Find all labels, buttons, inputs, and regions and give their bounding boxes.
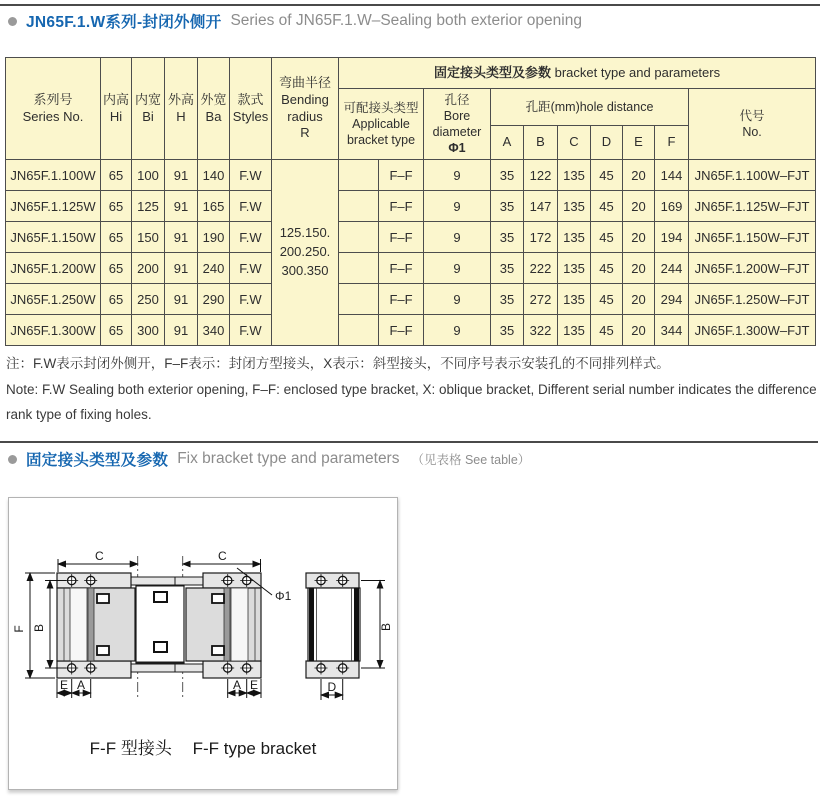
cell-series: JN65F.1.200W xyxy=(6,253,101,284)
cell-f: 294 xyxy=(655,284,689,315)
cell-a: 35 xyxy=(491,284,524,315)
cell-hi: 65 xyxy=(101,222,132,253)
cell-code: JN65F.1.300W–FJT xyxy=(689,315,816,346)
bullet-icon xyxy=(8,17,17,26)
cell-hi: 65 xyxy=(101,284,132,315)
cell-d: 45 xyxy=(591,222,623,253)
col-header-styles: 款式 Styles xyxy=(230,58,272,160)
cell-h: 91 xyxy=(165,284,198,315)
cell-style: F.W xyxy=(230,222,272,253)
cell-bi: 300 xyxy=(132,315,165,346)
cell-bracket-blank xyxy=(339,160,379,191)
table-row xyxy=(6,284,816,315)
cell-d: 45 xyxy=(591,160,623,191)
cell-bracket-type: F–F xyxy=(379,284,424,315)
cell-series: JN65F.1.150W xyxy=(6,222,101,253)
table-row xyxy=(6,160,816,191)
cell-bore: 9 xyxy=(424,222,491,253)
cell-bracket-type: F–F xyxy=(379,315,424,346)
section2-header xyxy=(8,448,530,470)
cell-ba: 140 xyxy=(198,160,230,191)
table-row xyxy=(6,253,816,284)
cell-bore: 9 xyxy=(424,191,491,222)
cell-bore: 9 xyxy=(424,253,491,284)
col-header-d: D xyxy=(591,126,623,160)
note-line-zh: 注：F.W表示封闭外侧开，F–F表示：封闭方型接头，X表示：斜型接头，不同序号表示安装孔的不同排列样式。 xyxy=(6,356,670,371)
section1-header xyxy=(8,10,582,32)
dim-label-phi1: Φ1 xyxy=(275,589,292,603)
dim-label-d: D xyxy=(327,680,337,694)
cell-bore: 9 xyxy=(424,284,491,315)
cell-code: JN65F.1.100W–FJT xyxy=(689,160,816,191)
cell-ba: 240 xyxy=(198,253,230,284)
cell-b: 122 xyxy=(524,160,558,191)
cell-e: 20 xyxy=(623,253,655,284)
cell-b: 222 xyxy=(524,253,558,284)
cell-h: 91 xyxy=(165,160,198,191)
col-header-a: A xyxy=(491,126,524,160)
cell-bracket-blank xyxy=(339,222,379,253)
cell-ba: 340 xyxy=(198,315,230,346)
cell-b: 322 xyxy=(524,315,558,346)
cell-bracket-type: F–F xyxy=(379,222,424,253)
cell-hi: 65 xyxy=(101,315,132,346)
cell-h: 91 xyxy=(165,315,198,346)
cell-h: 91 xyxy=(165,222,198,253)
cell-a: 35 xyxy=(491,253,524,284)
cell-series: JN65F.1.300W xyxy=(6,315,101,346)
col-header-b: B xyxy=(524,126,558,160)
cell-ba: 290 xyxy=(198,284,230,315)
section-divider xyxy=(0,441,818,443)
cell-style: F.W xyxy=(230,315,272,346)
cell-ba: 165 xyxy=(198,191,230,222)
table-row xyxy=(6,222,816,253)
section2-title-en: Fix bracket type and parameters xyxy=(177,450,400,467)
spec-table xyxy=(5,57,816,346)
cell-hi: 65 xyxy=(101,191,132,222)
col-header-bore-diameter: 孔径 Bore diameter Φ1 xyxy=(424,89,491,160)
cell-f: 344 xyxy=(655,315,689,346)
cell-c: 135 xyxy=(558,315,591,346)
dim-label-b-right: B xyxy=(379,622,393,632)
cell-code: JN65F.1.200W–FJT xyxy=(689,253,816,284)
cell-style: F.W xyxy=(230,191,272,222)
cell-bore: 9 xyxy=(424,160,491,191)
dim-label-a-right: A xyxy=(232,678,242,692)
dim-label-c-left: C xyxy=(95,549,104,563)
dim-label-a-left: A xyxy=(76,678,86,692)
cell-d: 45 xyxy=(591,253,623,284)
dim-label-e-left: E xyxy=(59,678,69,692)
cell-ba: 190 xyxy=(198,222,230,253)
cell-e: 20 xyxy=(623,284,655,315)
cell-hi: 65 xyxy=(101,160,132,191)
cell-bi: 200 xyxy=(132,253,165,284)
cell-a: 35 xyxy=(491,191,524,222)
cell-bi: 250 xyxy=(132,284,165,315)
cell-e: 20 xyxy=(623,160,655,191)
cell-bending-radius: 125.150. 200.250. 300.350 xyxy=(272,160,339,346)
cell-bracket-blank xyxy=(339,315,379,346)
see-table-hint: （见表格 See table） xyxy=(411,453,531,467)
cell-d: 45 xyxy=(591,315,623,346)
col-header-bi: 内宽 Bi xyxy=(132,58,165,160)
cell-d: 45 xyxy=(591,284,623,315)
cell-c: 135 xyxy=(558,222,591,253)
cell-bracket-type: F–F xyxy=(379,160,424,191)
cell-code: JN65F.1.125W–FJT xyxy=(689,191,816,222)
table-row xyxy=(6,315,816,346)
bracket-technical-drawing xyxy=(9,498,397,730)
cell-e: 20 xyxy=(623,222,655,253)
cell-series: JN65F.1.125W xyxy=(6,191,101,222)
section1-title-en: Series of JN65F.1.W–Sealing both exterior opening xyxy=(230,12,582,29)
caption-zh: F-F 型接头 xyxy=(89,739,172,758)
cell-bracket-type: F–F xyxy=(379,253,424,284)
caption-en: F-F type bracket xyxy=(192,739,317,758)
cell-b: 272 xyxy=(524,284,558,315)
cell-c: 135 xyxy=(558,191,591,222)
cell-bi: 100 xyxy=(132,160,165,191)
cell-code: JN65F.1.150W–FJT xyxy=(689,222,816,253)
cell-d: 45 xyxy=(591,191,623,222)
cell-f: 169 xyxy=(655,191,689,222)
cell-style: F.W xyxy=(230,253,272,284)
cell-bore: 9 xyxy=(424,315,491,346)
cell-bi: 150 xyxy=(132,222,165,253)
col-header-ba: 外宽 Ba xyxy=(198,58,230,160)
table-notes xyxy=(6,351,818,428)
col-header-bending-radius: 弯曲半径 Bending radius R xyxy=(272,58,339,160)
dim-label-c-right: C xyxy=(218,549,227,563)
cell-bracket-type: F–F xyxy=(379,191,424,222)
cell-series: JN65F.1.250W xyxy=(6,284,101,315)
cell-a: 35 xyxy=(491,315,524,346)
cell-c: 135 xyxy=(558,284,591,315)
cell-series: JN65F.1.100W xyxy=(6,160,101,191)
cell-b: 172 xyxy=(524,222,558,253)
dim-label-f: F xyxy=(12,625,26,633)
bullet-icon xyxy=(8,455,17,464)
cell-bracket-blank xyxy=(339,253,379,284)
cell-f: 194 xyxy=(655,222,689,253)
cell-e: 20 xyxy=(623,315,655,346)
note-line-en: Note: F.W Sealing both exterior opening, F–F: enclosed type bracket, X: oblique bracket, Different serial number indicates the difference rank type of fixing holes. xyxy=(6,381,817,422)
cell-a: 35 xyxy=(491,160,524,191)
cell-code: JN65F.1.250W–FJT xyxy=(689,284,816,315)
cell-e: 20 xyxy=(623,191,655,222)
col-header-f: F xyxy=(655,126,689,160)
top-divider xyxy=(0,4,820,6)
col-header-series: 系列号 Series No. xyxy=(6,58,101,160)
col-header-c: C xyxy=(558,126,591,160)
col-header-hi: 内高 Hi xyxy=(101,58,132,160)
cell-style: F.W xyxy=(230,160,272,191)
section1-title-zh: JN65F.1.W系列-封闭外侧开 xyxy=(26,14,222,31)
cell-f: 244 xyxy=(655,253,689,284)
cell-a: 35 xyxy=(491,222,524,253)
cell-style: F.W xyxy=(230,284,272,315)
dim-label-e-right: E xyxy=(249,678,259,692)
col-header-hole-distance: 孔距(mm)hole distance xyxy=(491,89,689,126)
col-header-h: 外高 H xyxy=(165,58,198,160)
cell-bracket-blank xyxy=(339,284,379,315)
group-header-bracket: 固定接头类型及参数 bracket type and parameters xyxy=(339,58,816,89)
bracket-drawing-box xyxy=(8,497,398,790)
cell-hi: 65 xyxy=(101,253,132,284)
cell-bi: 125 xyxy=(132,191,165,222)
cell-c: 135 xyxy=(558,160,591,191)
cell-b: 147 xyxy=(524,191,558,222)
col-header-applicable-bracket: 可配接头类型 Applicable bracket type xyxy=(339,89,424,160)
cell-h: 91 xyxy=(165,253,198,284)
dim-label-b-left: B xyxy=(32,623,46,633)
cell-f: 144 xyxy=(655,160,689,191)
cell-bracket-blank xyxy=(339,191,379,222)
cell-h: 91 xyxy=(165,191,198,222)
col-header-code: 代号 No. xyxy=(689,89,816,160)
drawing-caption xyxy=(9,734,397,759)
col-header-e: E xyxy=(623,126,655,160)
cell-c: 135 xyxy=(558,253,591,284)
table-row xyxy=(6,191,816,222)
section2-title-zh: 固定接头类型及参数 xyxy=(26,452,169,469)
